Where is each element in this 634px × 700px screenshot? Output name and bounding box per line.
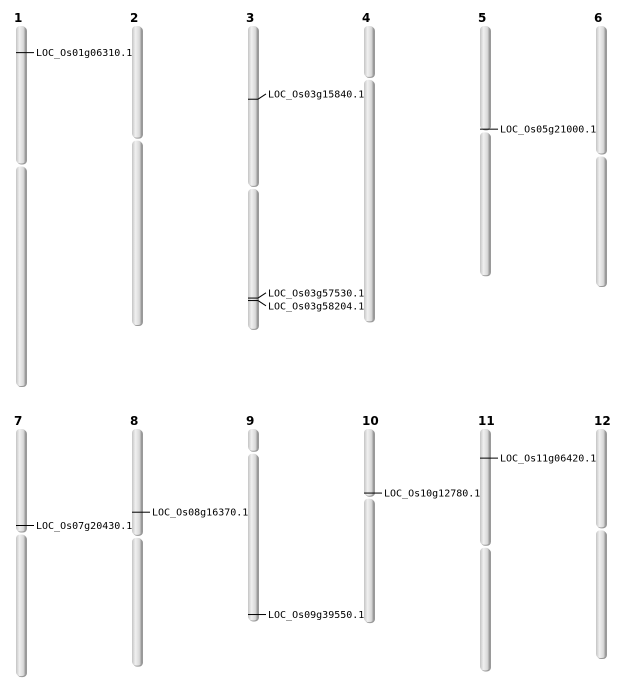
chromosome-long-arm — [364, 499, 374, 622]
chromosome-short-arm — [364, 429, 374, 496]
gene-label: LOC_Os03g58204.1 — [268, 301, 365, 313]
chromosome-long-arm — [132, 141, 142, 325]
chromosome-10 — [362, 414, 480, 623]
chromosome-number: 9 — [246, 414, 255, 428]
chromosome-3 — [246, 11, 364, 330]
chromosome-6 — [594, 11, 607, 287]
chromosome-short-arm — [364, 26, 374, 77]
chromosome-7 — [14, 414, 132, 677]
gene-label: LOC_Os07g20430.1 — [36, 521, 133, 533]
gene-label: LOC_Os03g57530.1 — [268, 288, 365, 300]
gene-leader-line — [258, 293, 266, 298]
chromosome-number: 11 — [478, 414, 495, 428]
gene-label: LOC_Os05g21000.1 — [500, 124, 597, 136]
chromosome-short-arm — [132, 26, 142, 138]
chromosome-8 — [130, 414, 248, 667]
chromosome-short-arm — [16, 429, 26, 532]
gene-label: LOC_Os03g15840.1 — [268, 89, 365, 101]
chromosome-9 — [246, 414, 364, 621]
chromosome-short-arm — [480, 429, 490, 545]
gene-label: LOC_Os11g06420.1 — [500, 453, 597, 465]
chromosome-long-arm — [248, 189, 258, 329]
chromosome-5 — [478, 11, 596, 276]
chromosome-number: 8 — [130, 414, 139, 428]
gene-label: LOC_Os08g16370.1 — [152, 507, 249, 519]
chromosome-number: 6 — [594, 11, 603, 25]
chromosome-short-arm — [132, 429, 142, 535]
chromosome-1 — [14, 11, 132, 387]
chromosome-long-arm — [596, 156, 606, 286]
chromosome-short-arm — [248, 26, 258, 186]
chromosome-long-arm — [364, 80, 374, 321]
chromosome-long-arm — [132, 538, 142, 666]
chromosome-11 — [478, 414, 596, 671]
gene-leader-line — [258, 301, 266, 306]
chromosome-long-arm — [16, 535, 26, 677]
gene-label: LOC_Os09g39550.1 — [268, 610, 365, 622]
chromosome-number: 3 — [246, 11, 255, 25]
chromosome-number: 7 — [14, 414, 23, 428]
chromosome-long-arm — [480, 548, 490, 671]
chromosome-number: 12 — [594, 414, 611, 428]
chromosome-number: 1 — [14, 11, 23, 25]
chromosome-short-arm — [16, 26, 26, 163]
chromosome-short-arm — [596, 429, 606, 527]
chromosome-4 — [362, 11, 375, 322]
gene-label: LOC_Os10g12780.1 — [384, 488, 481, 500]
gene-leader-line — [258, 94, 266, 99]
chromosome-long-arm — [596, 530, 606, 658]
chromosome-long-arm — [16, 166, 26, 386]
chromosome-short-arm — [248, 429, 258, 451]
chromosome-long-arm — [248, 454, 258, 621]
gene-label: LOC_Os01g06310.1 — [36, 48, 133, 60]
chromosome-long-arm — [480, 132, 490, 275]
chromosome-number: 2 — [130, 11, 139, 25]
chromosome-number: 5 — [478, 11, 487, 25]
chromosome-number: 10 — [362, 414, 379, 428]
chromosome-short-arm — [596, 26, 606, 153]
chromosome-number: 4 — [362, 11, 371, 25]
chromosome-12 — [594, 414, 611, 659]
chromosome-short-arm — [480, 26, 490, 129]
